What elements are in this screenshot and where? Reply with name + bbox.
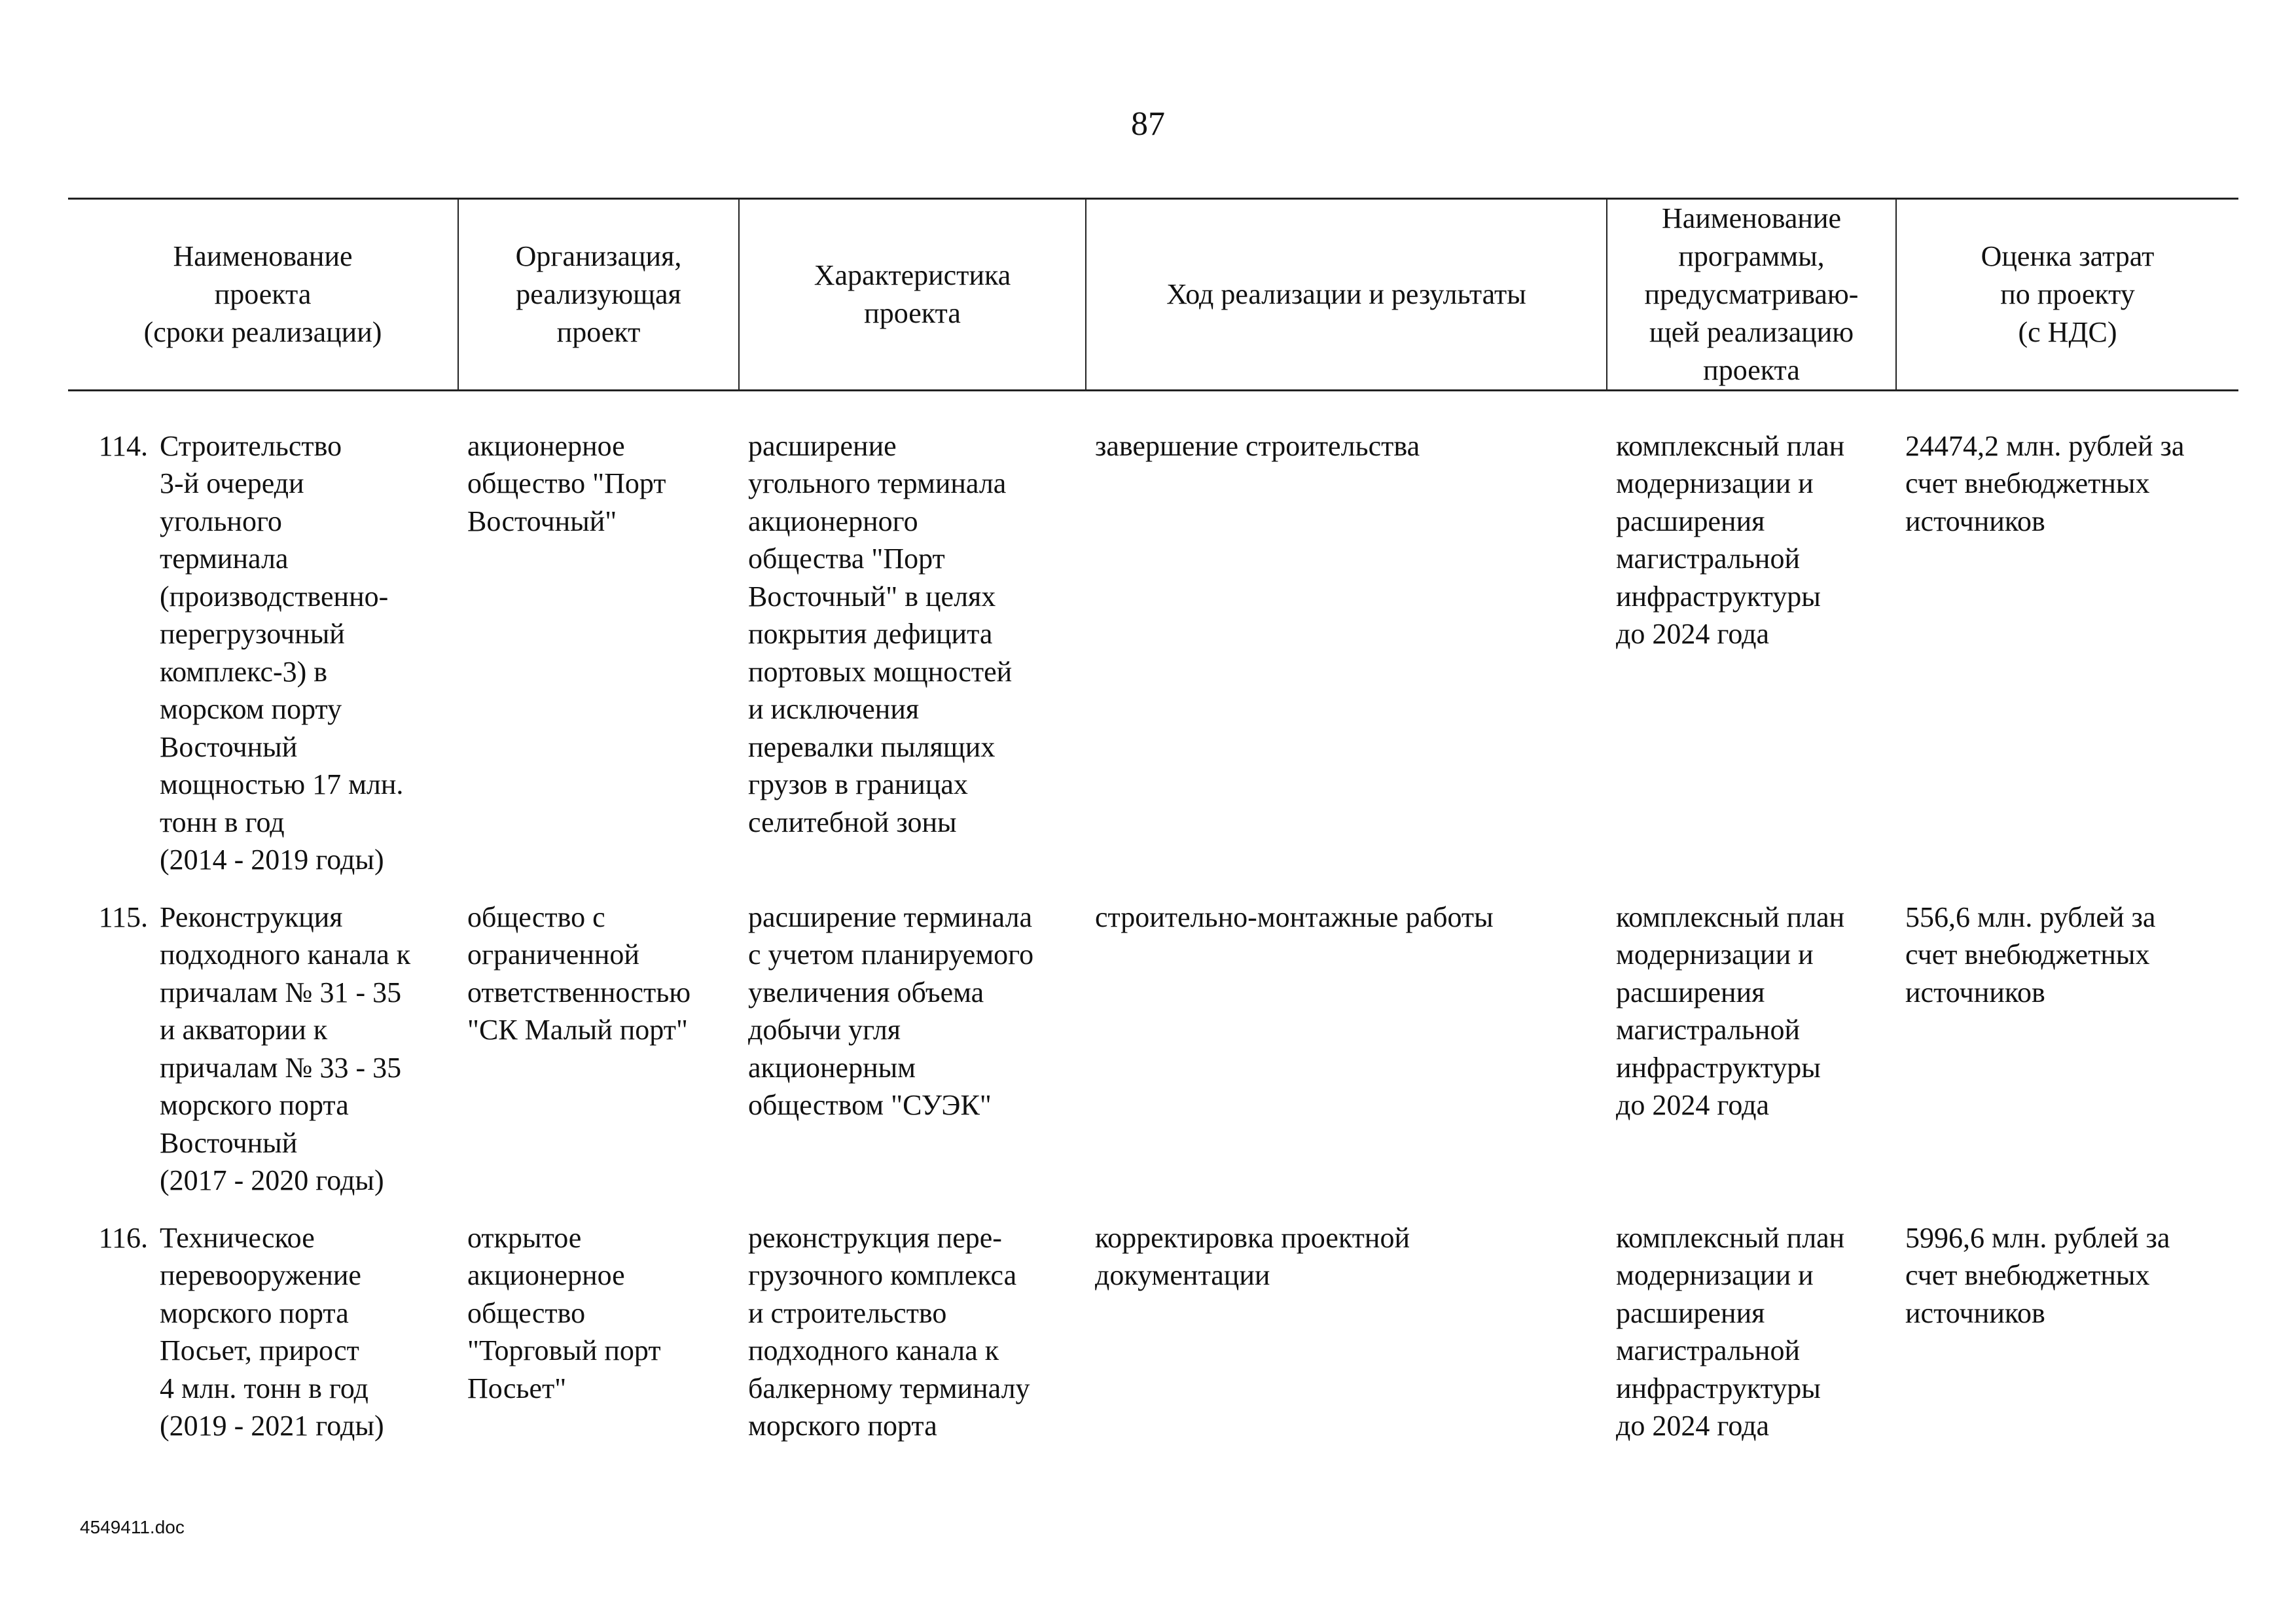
header-cost: Оценка затрат по проекту (с НДС) xyxy=(1896,199,2238,391)
organization: открытое акционерное общество "Торговый порт Посьет" xyxy=(467,1221,661,1404)
characteristic: реконструкция пере- грузочного комплекса и строительство подходного канала к балкерному терминалу морского порта xyxy=(748,1221,1030,1442)
program: комплексный план модернизации и расширения магистральной инфраструктуры до 2024 года xyxy=(1616,1221,1845,1442)
document-code: 4549411.doc xyxy=(80,1517,185,1537)
progress: завершение строительства xyxy=(1095,429,1420,462)
table-header-row xyxy=(68,199,2238,391)
characteristic: расширение угольного терминала акционерного общества "Порт Восточный" в целях покрытия дефицита портовых мощностей и исключения перевалки пылящих грузов в границах селитебной зоны xyxy=(748,429,1013,838)
project-name: Техническое перевооружение морского порта Посьет, прирост 4 млн. тонн в год (2019 - 2021 годы) xyxy=(160,1221,384,1442)
project-name-cell xyxy=(68,899,458,1219)
organization: акционерное общество "Порт Восточный" xyxy=(467,429,666,537)
page-number: 87 xyxy=(1131,105,1165,143)
header-organization: Организация, реализующая проект xyxy=(458,199,739,391)
row-number: 114. xyxy=(98,429,148,462)
table-row xyxy=(68,899,2238,1219)
program: комплексный план модернизации и расширения магистральной инфраструктуры до 2024 года xyxy=(1616,429,1845,650)
projects-table xyxy=(68,198,2238,1468)
project-name: Строительство 3-й очереди угольного терминала (производственно- перегрузочный комплекс-3) в морском порту Восточный мощностью 17 млн. тонн в год (2014 - 2019 годы) xyxy=(160,429,404,876)
header-progress: Ход реализации и результаты xyxy=(1086,199,1607,391)
project-name-cell xyxy=(68,427,458,899)
row-number: 116. xyxy=(98,1221,148,1254)
progress: корректировка проектной документации xyxy=(1095,1221,1410,1291)
project-name-cell xyxy=(68,1219,458,1468)
progress: строительно-монтажные работы xyxy=(1095,901,1494,933)
program: комплексный план модернизации и расширения магистральной инфраструктуры до 2024 года xyxy=(1616,901,1845,1121)
characteristic: расширение терминала с учетом планируемого увеличения объема добычи угля акционерным обществом "СУЭК" xyxy=(748,901,1034,1121)
cost: 556,6 млн. рублей за счет внебюджетных источников xyxy=(1905,901,2156,1008)
header-characteristic: Характеристика проекта xyxy=(739,199,1086,391)
organization: общество с ограниченной ответственностью "СК Малый порт" xyxy=(467,901,691,1046)
row-number: 115. xyxy=(98,901,148,933)
cost: 5996,6 млн. рублей за счет внебюджетных источников xyxy=(1905,1221,2170,1329)
table-row xyxy=(68,1219,2238,1468)
header-project-name: Наименование проекта (сроки реализации) xyxy=(68,199,458,391)
table-row xyxy=(68,427,2238,899)
header-program: Наименование программы, предусматриваю- щей реализацию проекта xyxy=(1607,199,1896,391)
cost: 24474,2 млн. рублей за счет внебюджетных источников xyxy=(1905,429,2185,537)
project-name: Реконструкция подходного канала к причалам № 31 - 35 и акватории к причалам № 33 - 35 морского порта Восточный (2017 - 2020 годы) xyxy=(160,901,411,1196)
